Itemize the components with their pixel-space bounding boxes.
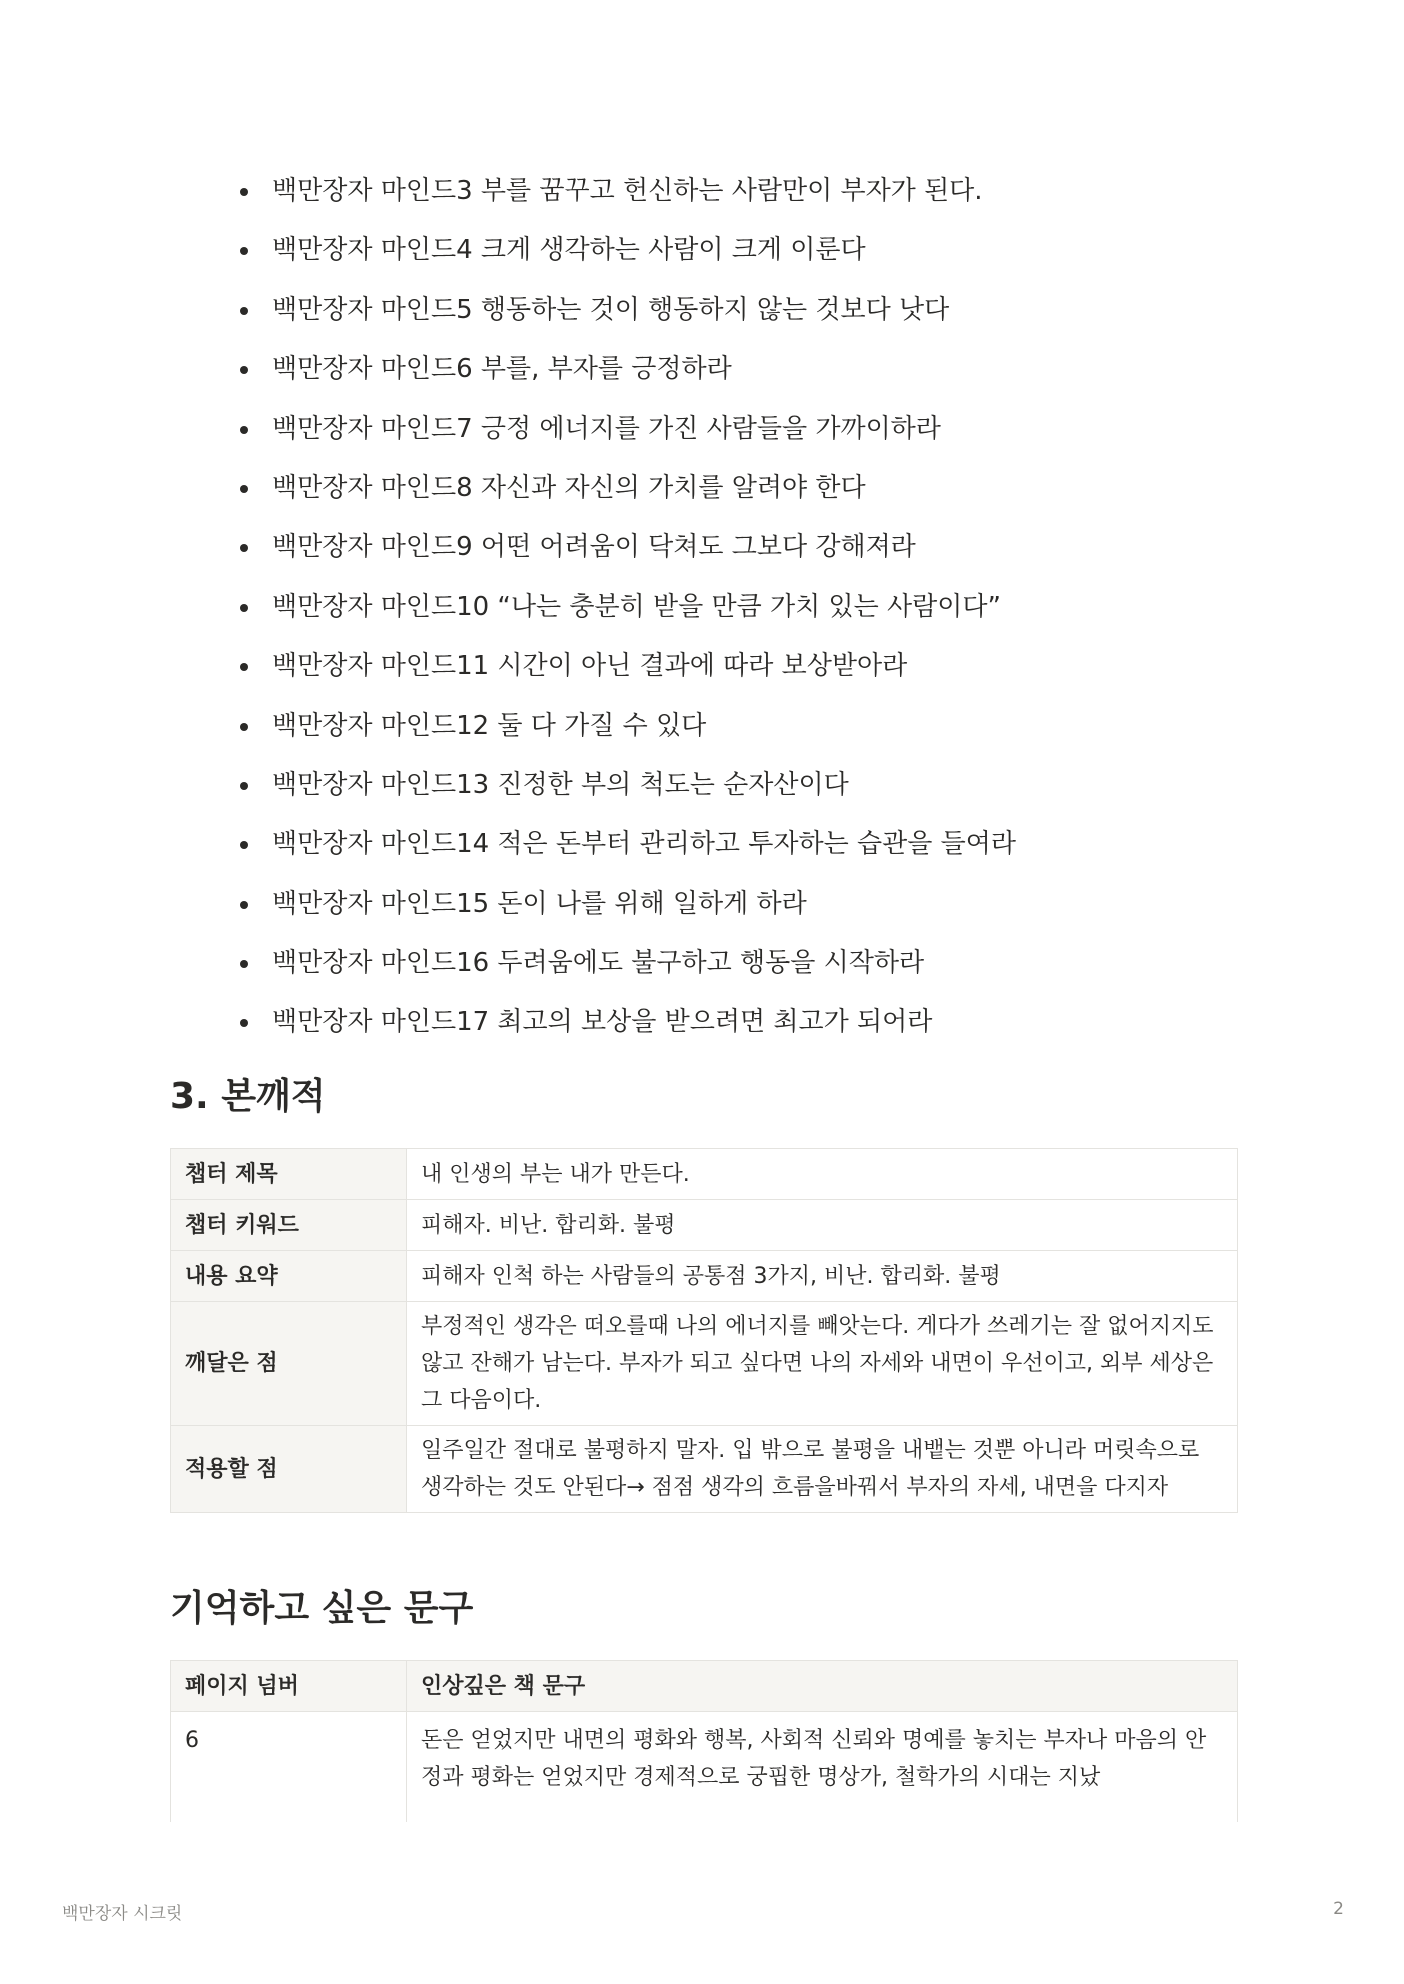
section-heading: 3. 본깨적 <box>170 1076 326 1117</box>
list-item-text: 백만장자 마인드6 부를, 부자를 긍정하라 <box>272 354 732 385</box>
column-header-quote: 인상깊은 책 문구 <box>407 1661 1238 1712</box>
quotes-heading: 기억하고 싶은 문구 <box>170 1588 474 1629</box>
bullet-icon <box>240 841 248 849</box>
quote-table <box>170 1660 1238 1822</box>
list-item <box>240 526 1016 585</box>
list-item <box>240 348 1016 407</box>
table-row <box>171 1149 1238 1200</box>
table-header-row <box>171 1661 1238 1712</box>
list-item-text: 백만장자 마인드11 시간이 아닌 결과에 따라 보상받아라 <box>272 651 908 682</box>
list-item-text: 백만장자 마인드4 크게 생각하는 사람이 크게 이룬다 <box>272 235 866 266</box>
list-item-text: 백만장자 마인드5 행동하는 것이 행동하지 않는 것보다 낫다 <box>272 294 950 325</box>
bullet-icon <box>240 723 248 731</box>
list-item <box>240 1001 1016 1060</box>
footer-page-number: 2 <box>1333 1899 1344 1919</box>
list-item-text: 백만장자 마인드10 “나는 충분히 받을 만큼 가치 있는 사람이다” <box>272 591 1001 622</box>
list-item <box>240 289 1016 348</box>
bullet-icon <box>240 663 248 671</box>
column-header-page: 페이지 넘버 <box>171 1661 407 1712</box>
bullet-icon <box>240 366 248 374</box>
list-item-text: 백만장자 마인드9 어떤 어려움이 닥쳐도 그보다 강해져라 <box>272 532 916 563</box>
list-item-text: 백만장자 마인드15 돈이 나를 위해 일하게 하라 <box>272 888 807 919</box>
list-item <box>240 467 1016 526</box>
list-item-text: 백만장자 마인드16 두려움에도 불구하고 행동을 시작하라 <box>272 948 925 979</box>
list-item-text: 백만장자 마인드12 둘 다 가질 수 있다 <box>272 710 707 741</box>
table-row <box>171 1302 1238 1426</box>
row-label: 깨달은 점 <box>171 1302 407 1426</box>
bullet-icon <box>240 960 248 968</box>
table-row <box>171 1251 1238 1302</box>
bullet-icon <box>240 188 248 196</box>
bullet-icon <box>240 247 248 255</box>
row-label: 적용할 점 <box>171 1426 407 1513</box>
bullet-icon <box>240 307 248 315</box>
footer-title: 백만장자 시크릿 <box>62 1904 183 1924</box>
list-item <box>240 170 1016 229</box>
row-value: 내 인생의 부는 내가 만든다. <box>407 1149 1238 1200</box>
bullet-icon <box>240 901 248 909</box>
list-item <box>240 942 1016 1001</box>
list-item <box>240 823 1016 882</box>
row-value: 부정적인 생각은 떠오를때 나의 에너지를 빼앗는다. 게다가 쓰레기는 잘 없어지지도 않고 잔해가 남는다. 부자가 되고 싶다면 나의 자세와 내면이 우선이고, 외부 세상은 그 다음이다. <box>407 1302 1238 1426</box>
chapter-summary-table <box>170 1148 1238 1513</box>
row-label: 내용 요약 <box>171 1251 407 1302</box>
list-item <box>240 645 1016 704</box>
row-value: 피해자. 비난. 합리화. 불평 <box>407 1200 1238 1251</box>
bullet-icon <box>240 426 248 434</box>
millionaire-mind-list <box>240 170 1016 1061</box>
bullet-icon <box>240 544 248 552</box>
row-label: 챕터 제목 <box>171 1149 407 1200</box>
list-item <box>240 883 1016 942</box>
list-item-text: 백만장자 마인드17 최고의 보상을 받으려면 최고가 되어라 <box>272 1007 933 1038</box>
list-item <box>240 705 1016 764</box>
quote-cell: 돈은 얻었지만 내면의 평화와 행복, 사회적 신뢰와 명예를 놓치는 부자나 마음의 안정과 평화는 얻었지만 경제적으로 궁핍한 명상가, 철학가의 시대는 지났 <box>407 1712 1238 1823</box>
table-row <box>171 1200 1238 1251</box>
bullet-icon <box>240 1019 248 1027</box>
row-label: 챕터 키워드 <box>171 1200 407 1251</box>
list-item <box>240 764 1016 823</box>
list-item <box>240 408 1016 467</box>
table-row <box>171 1426 1238 1513</box>
page-number-cell: 6 <box>171 1712 407 1823</box>
bullet-icon <box>240 485 248 493</box>
bullet-icon <box>240 782 248 790</box>
list-item-text: 백만장자 마인드14 적은 돈부터 관리하고 투자하는 습관을 들여라 <box>272 829 1016 860</box>
list-item <box>240 229 1016 288</box>
list-item-text: 백만장자 마인드8 자신과 자신의 가치를 알려야 한다 <box>272 472 866 503</box>
row-value: 피해자 인척 하는 사람들의 공통점 3가지, 비난. 합리화. 불평 <box>407 1251 1238 1302</box>
list-item-text: 백만장자 마인드13 진정한 부의 척도는 순자산이다 <box>272 769 849 800</box>
table-row <box>171 1712 1238 1823</box>
bullet-icon <box>240 604 248 612</box>
list-item-text: 백만장자 마인드3 부를 꿈꾸고 헌신하는 사람만이 부자가 된다. <box>272 176 983 206</box>
row-value: 일주일간 절대로 불평하지 말자. 입 밖으로 불평을 내뱉는 것뿐 아니라 머릿속으로 생각하는 것도 안된다→ 점점 생각의 흐름을바꿔서 부자의 자세, 내면을 다지자 <box>407 1426 1238 1513</box>
list-item <box>240 586 1016 645</box>
list-item-text: 백만장자 마인드7 긍정 에너지를 가진 사람들을 가까이하라 <box>272 413 941 444</box>
